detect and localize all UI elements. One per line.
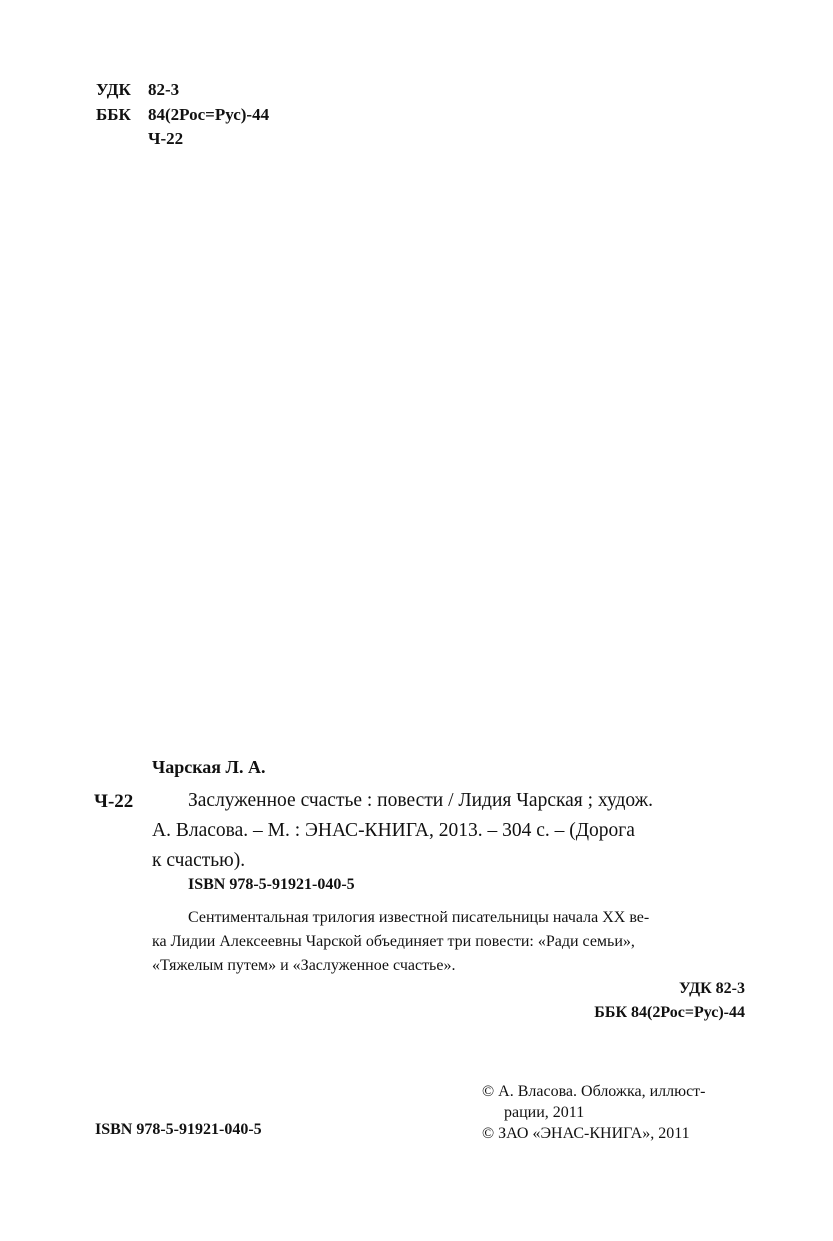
bib-line: к счастью).	[152, 850, 246, 871]
udk-value: 82-3	[148, 80, 180, 99]
copyright-line: © ЗАО «ЭНАС-КНИГА», 2011	[482, 1125, 690, 1142]
bbk-label: ББК	[96, 105, 131, 124]
author-mark-top: Ч-22	[148, 129, 184, 148]
bbk-value: 84(2Рос=Рус)-44	[148, 105, 270, 124]
annotation-line: ка Лидии Алексеевны Чарской объединяет три повести: «Ради семьи»,	[152, 933, 635, 950]
copyright-block	[482, 1081, 706, 1144]
copyright-line: © А. Власова. Обложка, иллюст-	[482, 1083, 706, 1100]
record-isbn: ISBN 978-5-91921-040-5	[188, 876, 355, 893]
annotation-line: «Тяжелым путем» и «Заслуженное счастье».	[152, 957, 456, 974]
author-mark: Ч-22	[94, 791, 134, 812]
annotation	[152, 906, 747, 978]
index-codes	[594, 977, 745, 1025]
bibliographic-description	[152, 786, 747, 876]
bib-line: А. Власова. – М. : ЭНАС-КНИГА, 2013. – 304 с. – (Дорога	[152, 820, 635, 841]
bib-line: Заслуженное счастье : повести / Лидия Чарская ; худож.	[188, 790, 654, 811]
annotation-line: Сентиментальная трилогия известной писательницы начала XX ве-	[188, 909, 650, 926]
udk-label: УДК	[96, 80, 131, 99]
udk-code: УДК 82-3	[678, 980, 745, 997]
copyright-line: рации, 2011	[504, 1104, 585, 1121]
author-heading: Чарская Л. А.	[152, 757, 266, 777]
bottom-isbn: ISBN 978-5-91921-040-5	[95, 1121, 262, 1138]
bbk-code: ББК 84(2Рос=Рус)-44	[594, 1004, 745, 1021]
